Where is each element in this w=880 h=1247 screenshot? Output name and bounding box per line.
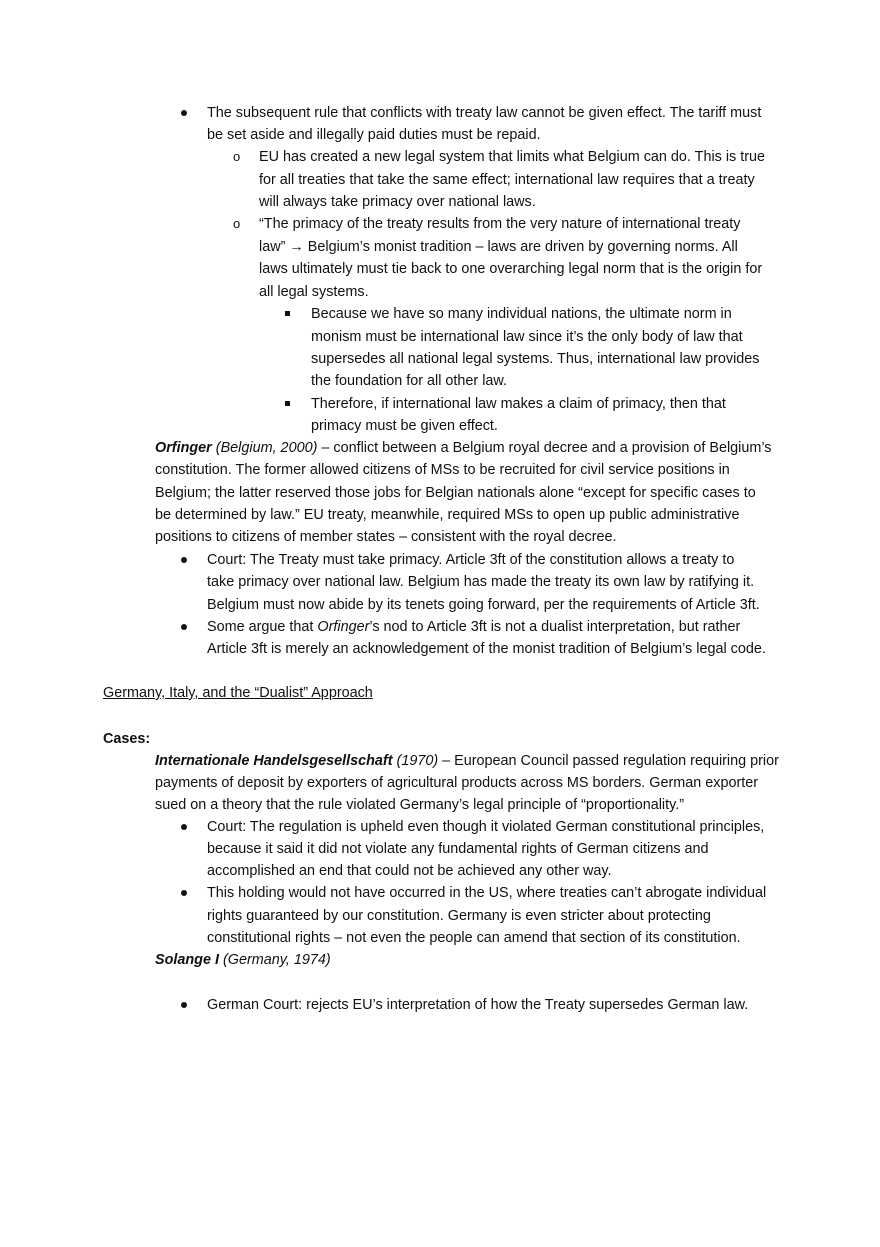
text-line: payments of deposit by exporters of agricultural products across MS borders. German exporter (155, 775, 759, 791)
case-citation: (Germany, 1974) (222, 952, 331, 968)
bullet-dot (181, 824, 187, 830)
text-line: Because we have so many individual nations, the ultimate norm in (311, 306, 732, 322)
case-citation: (Belgium, 2000) (215, 440, 318, 456)
text-line: for all treaties that take the same effect; international law requires that a treaty (259, 172, 755, 188)
text-line: Court: The Treaty must take primacy. Article 3ft of the constitution allows a treaty to (207, 552, 735, 568)
text-line: rights guaranteed by our constitution. Germany is even stricter about protecting (207, 908, 711, 924)
text-span: Some argue that (207, 619, 318, 635)
text-line: constitution. The former allowed citizens of MSs to be recruited for civil service positions in (155, 462, 730, 478)
text-line: laws ultimately must tie back to one overarching legal norm that is the origin for (259, 261, 763, 277)
section-heading: Germany, Italy, and the “Dualist” Approach (103, 685, 373, 701)
case-heading (155, 437, 771, 459)
case-name: Internationale Handelsgesellschaft (155, 753, 393, 769)
text-line: law” → Belgium’s monist tradition – laws are driven by governing norms. All (259, 239, 738, 255)
bullet-dot (181, 890, 187, 896)
case-citation: (1970) (396, 753, 439, 769)
text-line: The subsequent rule that conflicts with treaty law cannot be given effect. The tariff must (207, 105, 762, 121)
text-line: be determined by law.” EU treaty, meanwhile, required MSs to open up public administrative (155, 507, 740, 523)
text-line (207, 616, 740, 638)
text-line: Therefore, if international law makes a claim of primacy, then that (311, 396, 726, 412)
text-line: EU has created a new legal system that limits what Belgium can do. This is true (259, 149, 766, 165)
text-line: Belgium must now abide by its tenets going forward, per the requirements of Article 3ft. (207, 597, 760, 613)
bullet-dot (181, 557, 187, 563)
case-summary: – European Council passed regulation requiring prior (438, 753, 779, 769)
text-line: all legal systems. (259, 284, 369, 300)
cases-label: Cases: (103, 731, 151, 747)
text-line: the foundation for all other law. (311, 373, 508, 389)
text-line: sued on a theory that the rule violated Germany’s legal principle of “proportionality.” (155, 797, 685, 813)
text-line: “The primacy of the treaty results from the very nature of international treaty (259, 216, 741, 232)
circle-bullet-icon: o (233, 216, 241, 231)
text-line: This holding would not have occurred in the US, where treaties can’t abrogate individual (207, 885, 767, 901)
text-line: accomplished an end that could not be achieved any other way. (207, 863, 612, 879)
text-line: German Court: rejects EU’s interpretation of how the Treaty supersedes German law. (207, 997, 749, 1013)
text-line: will always take primacy over national laws. (259, 194, 536, 210)
bullet-dot (181, 1002, 187, 1008)
square-bullet-icon (285, 401, 290, 406)
text-line: Article 3ft is merely an acknowledgement of the monist tradition of Belgium’s legal code. (207, 641, 766, 657)
bullet-dot (181, 624, 187, 630)
text-line: because it said it did not violate any fundamental rights of German citizens and (207, 841, 709, 857)
square-bullet-icon (285, 311, 290, 316)
case-name: Solange I (155, 952, 219, 968)
text-line: constitutional rights – not even the people can amend that section of its constitution. (207, 930, 741, 946)
text-line: monism must be international law since it’s the only body of law that (311, 329, 743, 345)
text-line: be set aside and illegally paid duties must be repaid. (207, 127, 541, 143)
case-name-italic: Orfinger (317, 619, 370, 635)
text-line: Belgium; the latter reserved those jobs for Belgian nationals alone “except for specific cases to (155, 485, 756, 501)
case-heading (155, 949, 331, 971)
text-line: Court: The regulation is upheld even though it violated German constitutional principles, (207, 819, 765, 835)
circle-bullet-icon: o (233, 149, 241, 164)
text-line: positions to citizens of member states – consistent with the royal decree. (155, 529, 617, 545)
text-span: ’s nod to Article 3ft is not a dualist interpretation, but rather (369, 619, 741, 635)
bullet-dot (181, 110, 187, 116)
case-summary: – conflict between a Belgium royal decree and a provision of Belgium’s (317, 440, 772, 456)
case-heading (155, 750, 779, 772)
text-line: take primacy over national law. Belgium has made the treaty its own law by ratifying it. (207, 574, 755, 590)
text-line: supersedes all national legal systems. Thus, international law provides (311, 351, 760, 367)
case-name: Orfinger (155, 440, 212, 456)
text-line: primacy must be given effect. (311, 418, 498, 434)
